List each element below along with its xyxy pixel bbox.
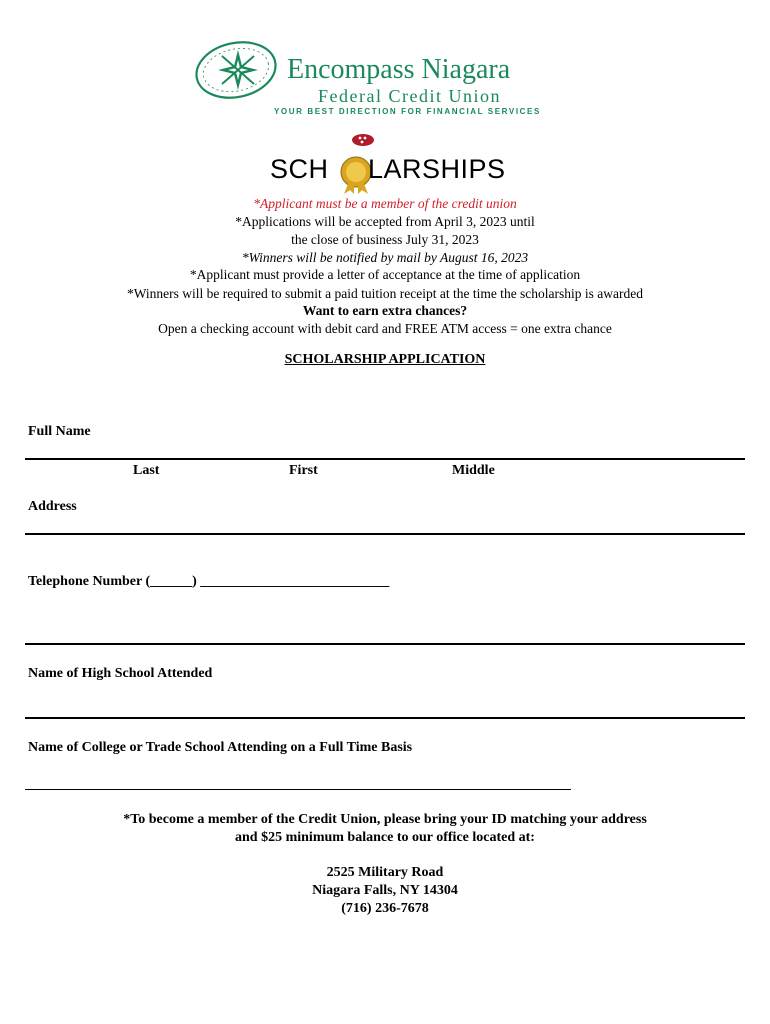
first-name-label: First <box>289 463 318 478</box>
credit-union-subtitle: Federal Credit Union <box>318 86 501 106</box>
college-field[interactable] <box>25 789 571 790</box>
scholarships-logo <box>270 130 506 194</box>
application-heading <box>0 352 770 368</box>
telephone-field[interactable]: Telephone Number (______) ___________________________ <box>28 574 390 589</box>
credit-union-name: Encompass Niagara <box>287 54 511 85</box>
scholarships-text-left: SCH <box>270 154 329 184</box>
extra-chances-notice: Open a checking account with debit card and FREE ATM access = one extra chance <box>158 321 612 336</box>
eligibility-notice: *Applicant must be a member of the credit union <box>253 196 517 211</box>
address-label: Address <box>28 499 77 514</box>
application-heading-text: SCHOLARSHIP APPLICATION <box>284 352 486 367</box>
office-phone: (716) 236-7678 <box>341 901 429 916</box>
full-name-label: Full Name <box>28 424 91 439</box>
credit-union-tagline: YOUR BEST DIRECTION FOR FINANCIAL SERVICES <box>274 107 541 116</box>
membership-instructions-line2: and $25 minimum balance to our office located at: <box>235 830 535 845</box>
office-street: 2525 Military Road <box>326 865 444 880</box>
last-name-label: Last <box>133 463 160 478</box>
credit-union-logo <box>192 36 582 120</box>
high-school-label: Name of High School Attended <box>28 666 213 681</box>
application-deadline-notice: the close of business July 31, 2023 <box>291 232 479 247</box>
extra-chances-heading: Want to earn extra chances? <box>302 303 468 318</box>
membership-instructions-line1: *To become a member of the Credit Union, please bring your ID matching your address <box>123 812 647 827</box>
telephone-rule <box>25 643 745 645</box>
college-label: Name of College or Trade School Attending on a Full Time Basis <box>28 740 413 755</box>
high-school-field[interactable] <box>25 717 745 719</box>
compass-star-icon <box>192 36 284 104</box>
tuition-receipt-notice: *Winners will be required to submit a paid tuition receipt at the time the scholarship is awarded <box>126 286 644 301</box>
middle-name-label: Middle <box>452 463 495 478</box>
winner-notification-notice: *Winners will be notified by mail by August 16, 2023 <box>241 250 529 265</box>
scholarships-text-right: LARSHIPS <box>368 154 506 184</box>
application-window-notice: *Applications will be accepted from April 3, 2023 until <box>235 214 535 229</box>
full-name-field[interactable] <box>25 458 745 460</box>
acceptance-letter-notice: *Applicant must provide a letter of acceptance at the time of application <box>189 267 581 282</box>
office-city: Niagara Falls, NY 14304 <box>312 883 458 898</box>
address-field[interactable] <box>25 533 745 535</box>
